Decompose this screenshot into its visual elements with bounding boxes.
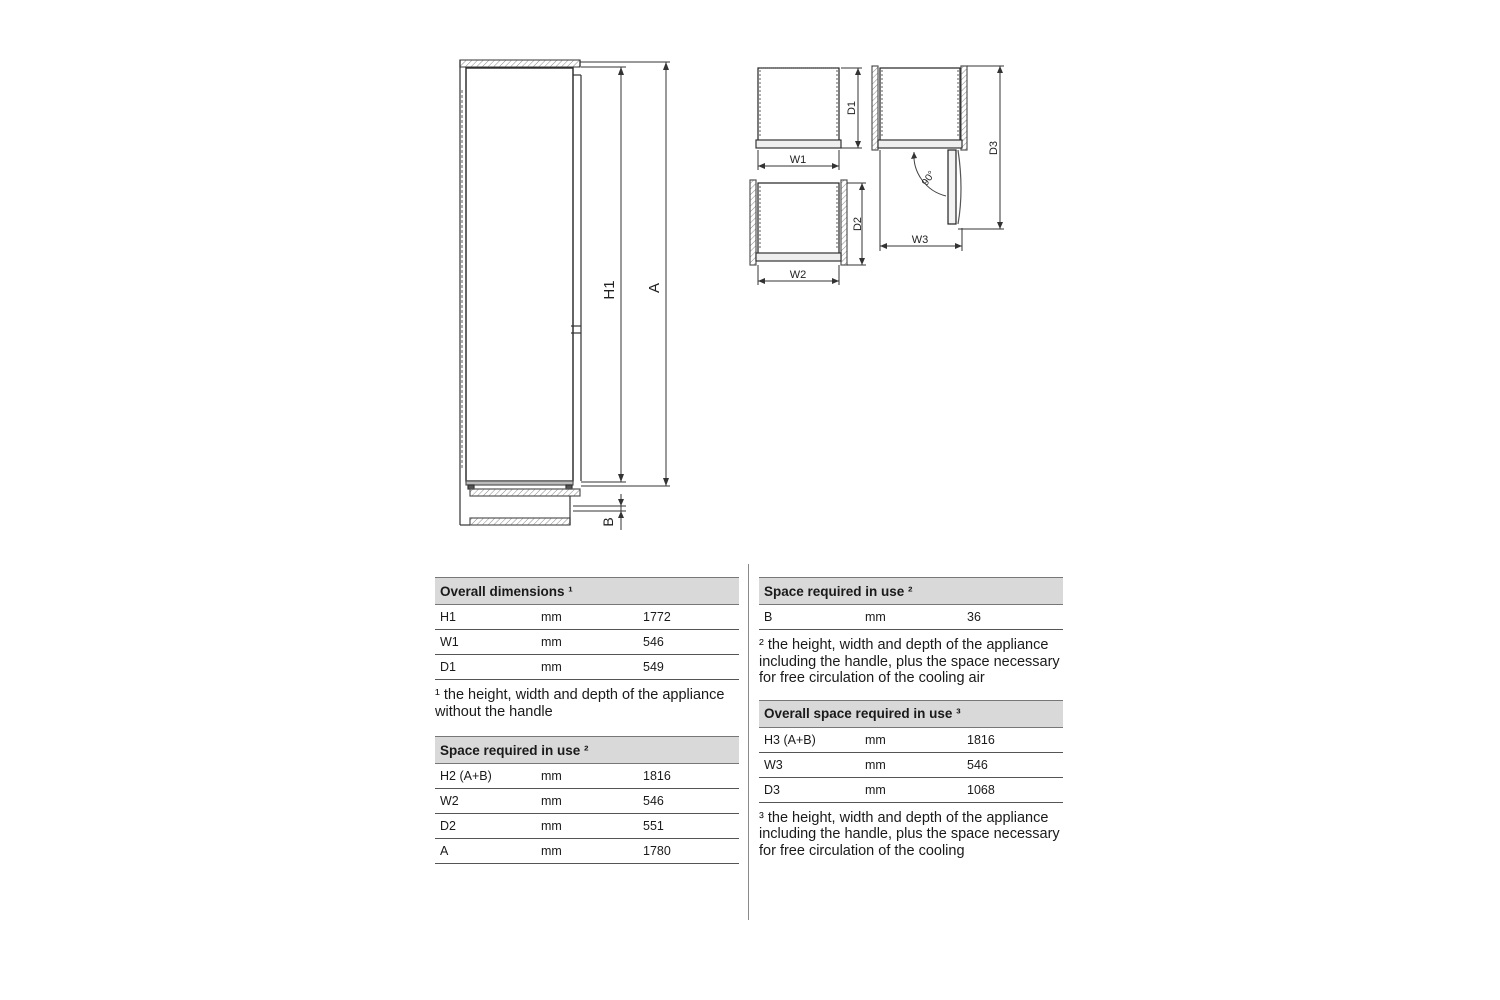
row-unit: mm [536, 814, 638, 839]
table-row [435, 839, 739, 864]
row-value: 551 [638, 814, 739, 839]
row-label: H3 (A+B) [759, 727, 860, 752]
cabinet-mid-panel [470, 489, 580, 496]
table-title: Overall space required in use ³ [759, 700, 1063, 727]
table-row [435, 605, 739, 630]
top-view-depth-1 [756, 68, 862, 170]
b-label: B [600, 517, 616, 527]
table-row [759, 727, 1063, 752]
front-elevation-view [460, 60, 581, 525]
row-label: A [435, 839, 536, 864]
w2-label: W2 [789, 269, 807, 281]
footnote-3: ³ the height, width and depth of the appliance including the handle, plus the space necessary for free circulation of the cooling [759, 809, 1060, 859]
d2-label: D2 [852, 216, 864, 232]
table-row [435, 789, 739, 814]
row-unit: mm [860, 752, 962, 777]
footnote-1: ¹ the height, width and depth of the appliance without the handle [435, 687, 725, 720]
cabinet-top-panel [460, 60, 580, 67]
row-value: 1772 [638, 605, 739, 630]
table-title: Overall dimensions ¹ [435, 578, 739, 605]
row-value: 546 [962, 752, 1063, 777]
table-row [759, 752, 1063, 777]
row-label: W2 [435, 789, 536, 814]
row-value: 549 [638, 655, 739, 680]
row-label: B [759, 605, 860, 630]
row-unit: mm [536, 630, 638, 655]
table-title: Space required in use ² [759, 578, 1063, 605]
left-column [435, 577, 739, 864]
row-label: W1 [435, 630, 536, 655]
row-unit: mm [536, 789, 638, 814]
a-label: A [646, 282, 663, 294]
row-value: 36 [962, 605, 1063, 630]
row-unit: mm [536, 764, 638, 789]
space-required-table [435, 736, 739, 864]
row-label: D1 [435, 655, 536, 680]
table-row [435, 764, 739, 789]
w3-label: W3 [911, 234, 929, 246]
row-unit: mm [860, 777, 962, 802]
table-row [435, 630, 739, 655]
row-value: 1816 [962, 727, 1063, 752]
height-dimension-lines [573, 62, 670, 530]
w1-label: W1 [789, 154, 807, 166]
row-value: 1780 [638, 839, 739, 864]
row-label: H2 (A+B) [435, 764, 536, 789]
row-value: 546 [638, 630, 739, 655]
overall-space-required-table [759, 700, 1063, 803]
overall-dimensions-table [435, 577, 739, 680]
right-column [759, 577, 1063, 859]
appliance-body [466, 68, 573, 481]
column-divider [748, 564, 749, 920]
row-unit: mm [536, 839, 638, 864]
row-label: H1 [435, 605, 536, 630]
d3-label: D3 [988, 140, 1000, 156]
angle-label: 90° [920, 169, 938, 188]
row-label: D2 [435, 814, 536, 839]
row-label: W3 [759, 752, 860, 777]
row-value: 546 [638, 789, 739, 814]
space-required-in-use-table [759, 577, 1063, 630]
row-unit: mm [860, 605, 962, 630]
table-row [435, 814, 739, 839]
table-row [759, 777, 1063, 802]
d1-label: D1 [846, 100, 858, 116]
table-title: Space required in use ² [435, 737, 739, 764]
row-unit: mm [536, 605, 638, 630]
row-unit: mm [536, 655, 638, 680]
h1-label: H1 [601, 280, 618, 300]
table-row [759, 605, 1063, 630]
top-view-door-open [872, 66, 1004, 251]
cabinet-bottom-panel [470, 518, 570, 525]
footnote-2: ² the height, width and depth of the appliance including the handle, plus the space necessary for free circulation of the cooling air [759, 637, 1060, 686]
row-label: D3 [759, 777, 860, 802]
table-row [435, 655, 739, 680]
row-value: 1816 [638, 764, 739, 789]
top-view-depth-2 [750, 180, 866, 285]
row-value: 1068 [962, 777, 1063, 802]
row-unit: mm [860, 727, 962, 752]
